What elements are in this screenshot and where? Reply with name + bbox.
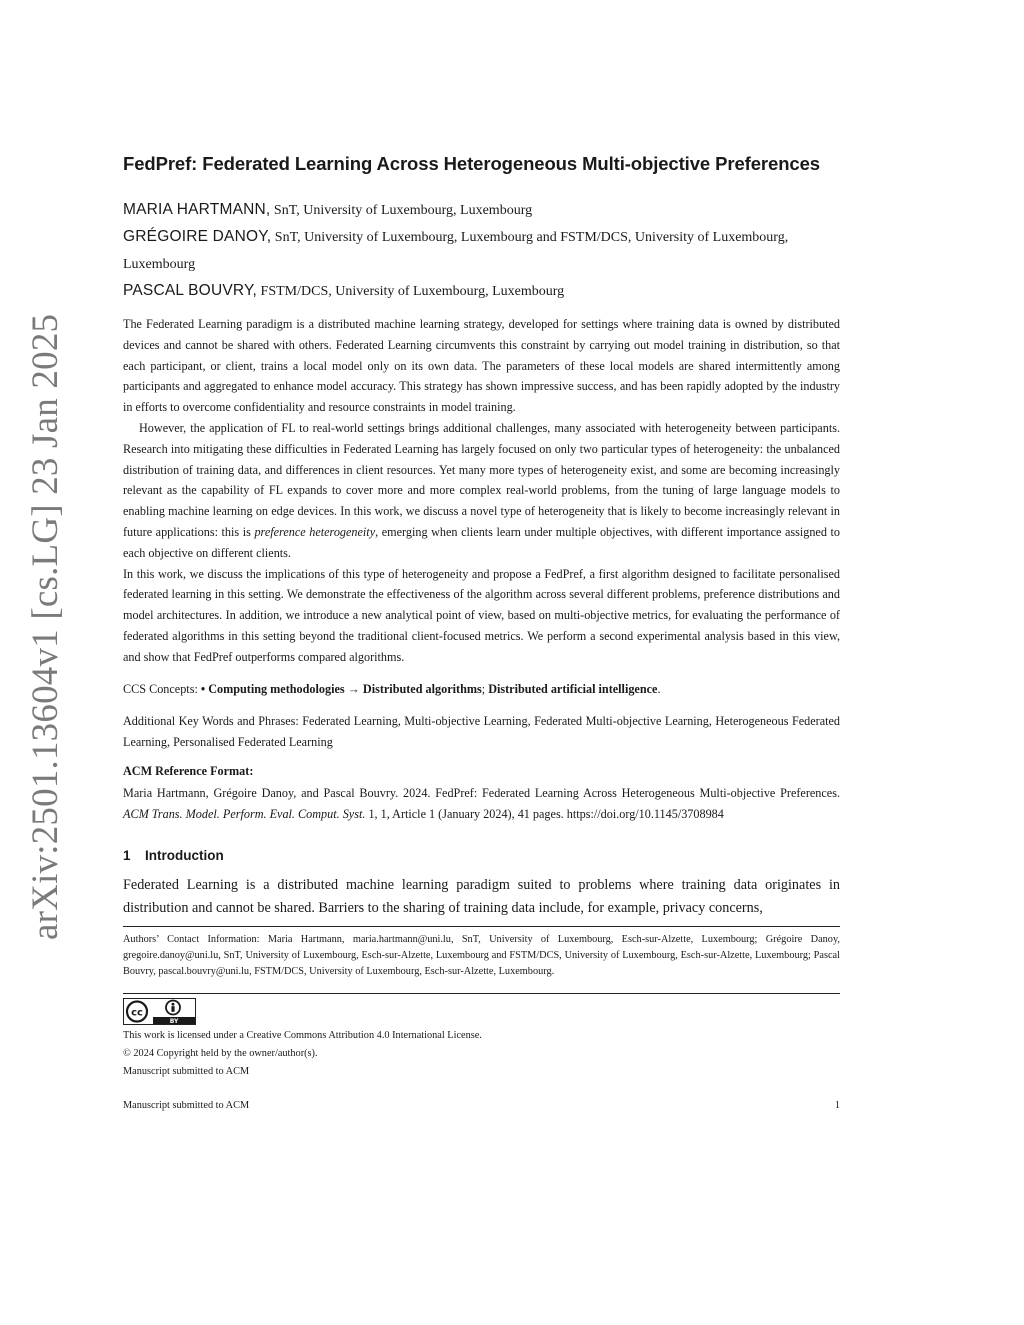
ccs-concepts: CCS Concepts: • Computing methodologies → Distributed algorithms; Distributed artificial intelligence. — [123, 682, 661, 696]
ccs-concept: • Computing methodologies → Distributed algorithms — [200, 682, 482, 696]
author-contact-footnote: Authors’ Contact Information: Maria Hartmann, maria.hartmann@uni.lu, SnT, University of Luxembourg, Esch-sur-Alzette, Luxembourg; Grégoire Danoy, gregoire.danoy@uni.lu, SnT, University of Luxembourg, Esch-sur-Alzette, Luxembourg and FSTM/DCS, University of Luxembourg, Esch-sur-Alzette, Luxembourg; Pascal Bouvry, pascal.bouvry@uni.lu, FSTM/DCS, University of Luxembourg, Esch-sur-Alzette, Luxembourg. — [123, 934, 840, 978]
manuscript-note: Manuscript submitted to ACM — [123, 1066, 250, 1077]
keywords: Additional Key Words and Phrases: Federated Learning, Multi-objective Learning, Federated Multi-objective Learning, Heterogeneous Federated Learning, Personalised Federated Learning — [123, 714, 840, 749]
abstract-paragraph-3: In this work, we discuss the implications of this type of heterogeneity and propose a FedPref, a first algorithm designed to facilitate personalised federated learning in this setting. We demonstrate the effectiveness of the algorithm across several different problems, preference distributions and model architectures. In addition, we introduce a new analytical point of view, based on multi-objective metrics, for evaluating the performance of federated algorithms in this setting beyond the traditional client-focused metrics. We perform a second experimental analysis based in this view, and show that FedPref outperforms compared algorithms. — [123, 566, 840, 664]
abstract-paragraph-2: However, the application of FL to real-world settings brings additional challenges, many associated with heterogeneity between participants. Research into mitigating these difficulties in Federated Learning has largely focused on only two particular types of heterogeneity: the unbalanced distribution of training data, and differences in client resources. Yet many more types of heterogeneity exist, and some are becoming increasingly relevant as the capability of FL expands to cover more and more complex real-world problems, from the tuning of large language models to enabling machine learning on edge devices. In this work, we discuss a novel type of heterogeneity that is likely to become increasingly relevant in future applications: this is preference heterogeneity, emerging when clients learn under multiple objectives, with different importance assigned to each objective on different clients. — [123, 420, 841, 560]
running-footer — [123, 1100, 840, 1111]
svg-text:cc: cc — [131, 1007, 143, 1019]
ccs-concept: Distributed artificial intelligence — [488, 682, 658, 696]
author-name: MARIA HARTMANN, — [123, 201, 271, 218]
journal-name: ACM Trans. Model. Perform. Eval. Comput. Syst. — [123, 806, 366, 821]
author-affiliation: SnT, University of Luxembourg, Luxembourg — [270, 203, 533, 218]
acm-reference: Maria Hartmann, Grégoire Danoy, and Pascal Bouvry. 2024. FedPref: Federated Learning Across Heterogeneous Multi-objective Preferences. ACM Trans. Model. Perform. Eval. Comput. Syst. 1, 1, Article 1 (January 2024), 41 pages. https://doi.org/10.1145/3708984 — [123, 786, 840, 821]
section-title: Introduction — [145, 848, 224, 863]
section-heading-introduction — [123, 848, 840, 863]
footer-manuscript-note: Manuscript submitted to ACM — [123, 1100, 250, 1111]
acm-reference-heading: ACM Reference Format: — [123, 764, 254, 778]
author-name: GRÉGOIRE DANOY, — [123, 228, 272, 245]
cc-by-license-badge — [123, 998, 196, 1025]
badge-by-text: BY — [169, 1018, 179, 1024]
abstract — [123, 314, 840, 668]
introduction-text: Federated Learning is a distributed machine learning paradigm suited to problems where training data originates in distribution and cannot be shared. Barriers to the sharing of training data include, for example, privacy concerns, — [123, 877, 840, 916]
license-statement: This work is licensed under a Creative Commons Attribution 4.0 International License. — [123, 1030, 482, 1041]
author-affiliation: SnT, University of Luxembourg, Luxembourg and FSTM/DCS, University of Luxembourg, Luxembourg — [123, 230, 789, 272]
emphasis-preference-heterogeneity: preference heterogeneity — [254, 524, 376, 539]
section-number: 1 — [123, 848, 131, 863]
copyright-statement: © 2024 Copyright held by the owner/author(s). — [123, 1048, 318, 1059]
author-2 — [123, 223, 843, 278]
paper-title: FedPref: Federated Learning Across Heterogeneous Multi-objective Preferences — [123, 153, 820, 174]
page-number: 1 — [834, 1100, 840, 1111]
author-name: PASCAL BOUVRY, — [123, 282, 258, 299]
author-affiliation: FSTM/DCS, University of Luxembourg, Luxembourg — [257, 284, 565, 299]
footnote-divider — [123, 926, 840, 927]
arxiv-identifier-stamp: arXiv:2501.13604v1 [cs.LG] 23 Jan 2025 — [25, 313, 66, 940]
author-1 — [123, 196, 843, 224]
author-3 — [123, 277, 843, 305]
abstract-paragraph-1: The Federated Learning paradigm is a distributed machine learning strategy, developed for settings where training data is owned by distributed devices and cannot be shared with others. Federated Learning circumvents this constraint by carrying out model training in distribution, so that each participant, or client, trains a local model only on its own data. The parameters of these local models are shared intermittently among participants and aggregated to enhance model accuracy. This strategy has shown impressive success, and has been rapidly adopted by the industry in efforts to overcome confidentiality and resource constraints in model training. — [123, 317, 840, 415]
license-divider — [123, 993, 840, 994]
